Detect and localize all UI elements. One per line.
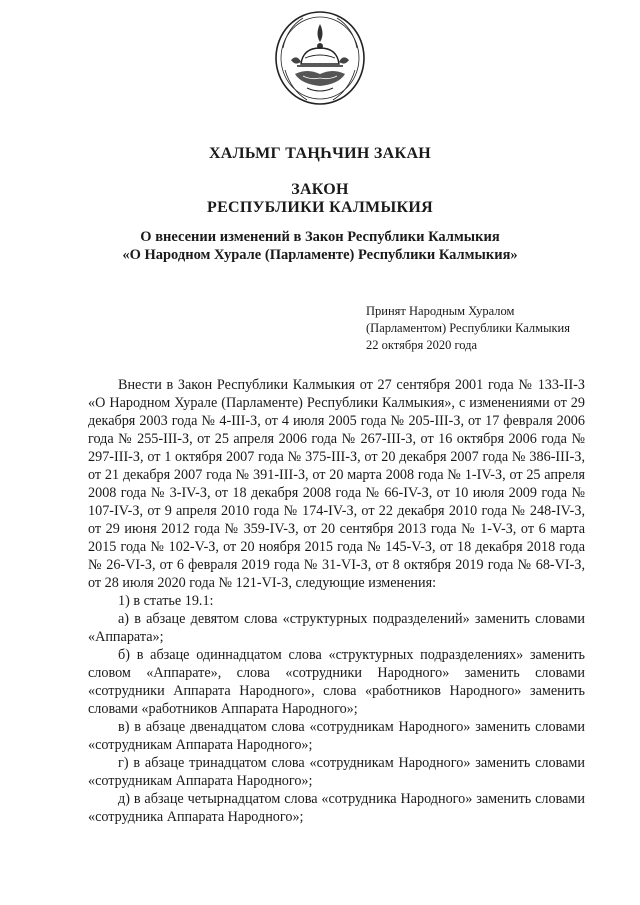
subject-line-2: «О Народном Хурале (Парламенте) Республики Калмыкия» <box>122 247 518 263</box>
item-d: д) в абзаце четырнадцатом слова «сотрудника Народного» заменить словами «сотрудника Аппарата Народного»; <box>88 791 585 825</box>
title-republic: РЕСПУБЛИКИ КАЛМЫКИЯ <box>207 199 433 216</box>
item-g: г) в абзаце тринадцатом слова «сотрудникам Народного» заменить словами «сотрудникам Аппарата Народного»; <box>88 755 585 789</box>
intro-paragraph: Внести в Закон Республики Калмыкия от 27 сентября 2001 года № 133-II-З «О Народном Хурале (Парламенте) Республики Калмыкия», с изменениями от 29 декабря 2003 года № 4-III-З, от 4 июля 2005 года № 205-III-З, от 17 февраля 2006 года № 255-III-З, от 25 апреля 2006 года № 267-III-З, от 16 октября 2006 года № 297-III-З, от 1 октября 2007 года № 375-III-З, от 20 декабря 2007 года № 386-III-З, от 21 декабря 2007 года № 391-III-З, от 20 марта 2008 года № 1-IV-З, от 25 апреля 2008 года № 3-IV-З, от 18 декабря 2008 года № 66-IV-З, от 10 июля 2009 года № 107-IV-З, от 9 апреля 2010 года № 174-IV-З, от 22 декабря 2010 года № 248-IV-З, от 29 июня 2012 года № 359-IV-З, от 20 сентября 2013 года № 1-V-З, от 6 марта 2015 года № 102-V-З, от 20 ноября 2015 года № 145-V-З, от 18 декабря 2018 года № 26-VI-З, от 6 февраля 2019 года № 31-VI-З, от 8 октября 2019 года № 68-VI-З, от 28 июля 2020 года № 121-VI-З, следующие изменения: <box>88 377 585 591</box>
coat-of-arms-icon <box>273 8 367 108</box>
item-article-19-1: 1) в статье 19.1: <box>118 593 214 609</box>
adoption-note <box>366 303 606 354</box>
item-a: а) в абзаце девятом слова «структурных подразделений» заменить словами «Аппарата»; <box>88 611 585 645</box>
law-body <box>88 376 585 826</box>
item-b: б) в абзаце одиннадцатом слова «структурных подразделениях» заменить словом «Аппарате», слова «сотрудники Народного» заменить словами «сотрудники Аппарата Народного», слова «работников Народного» заменить словами «работников Аппарата Народного»; <box>88 647 585 717</box>
item-v: в) в абзаце двенадцатом слова «сотрудникам Народного» заменить словами «сотрудникам Аппарата Народного»; <box>88 719 585 753</box>
coat-of-arms-emblem <box>273 8 367 108</box>
title-law: ЗАКОН <box>291 181 349 198</box>
subject-line-1: О внесении изменений в Закон Республики Калмыкия <box>140 229 500 245</box>
adoption-line-1: Принят Народным Хуралом <box>366 304 515 318</box>
adoption-line-2: (Парламентом) Республики Калмыкия <box>366 321 570 335</box>
title-kalmyk: ХАЛЬМГ ТАҢҺЧИН ЗАКАН <box>208 145 432 162</box>
adoption-line-3: 22 октября 2020 года <box>366 338 478 352</box>
